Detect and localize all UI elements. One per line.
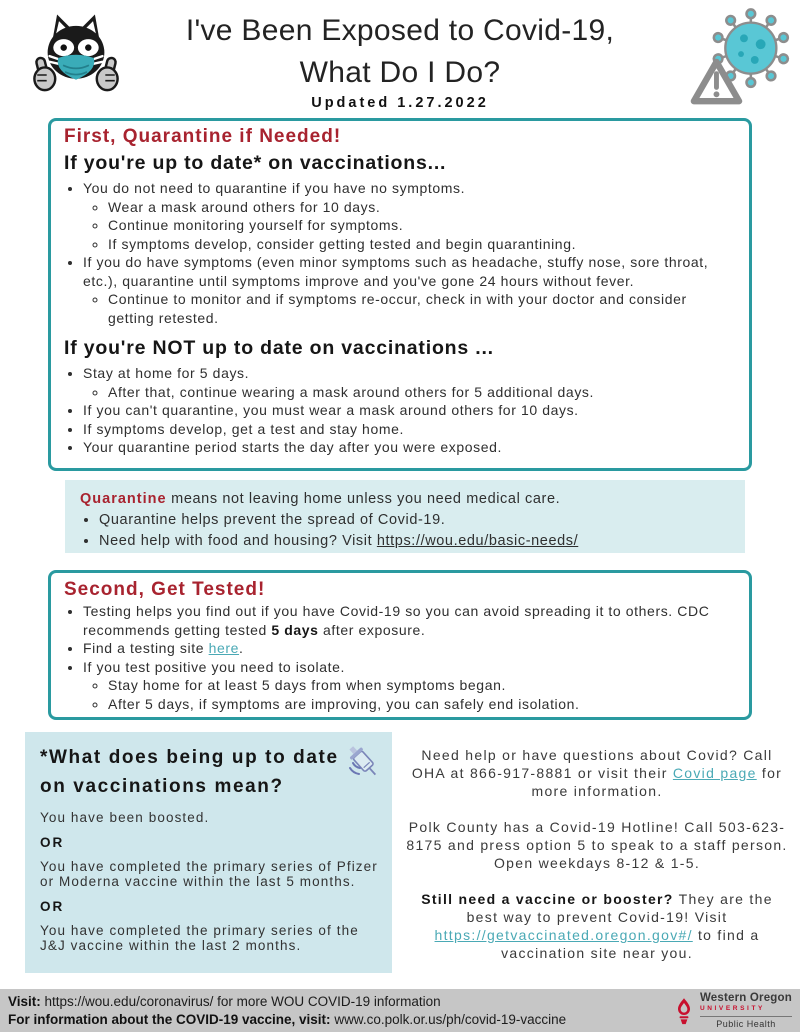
wou-public-health: Public Health (700, 1016, 792, 1029)
meaning-pfizer-moderna: You have completed the primary series of Pfizer or Moderna vaccine within the last 5 months. (40, 859, 378, 889)
up-to-date-meaning-box (25, 732, 392, 973)
list-item-text: If you test positive you need to isolate. (83, 658, 345, 675)
vaccine-booster-bold: Still need a vaccine or booster? (421, 891, 674, 907)
or-divider: OR (40, 899, 65, 914)
oha-help-paragraph: Need help or have questions about Covid? Call OHA at 866-917-8881 or visit their Covid page for more information. (411, 747, 783, 799)
list-item (83, 253, 733, 327)
meaning-boosted: You have been boosted. (40, 810, 210, 825)
get-tested-list (64, 602, 733, 713)
quarantine-term: Quarantine (80, 491, 167, 507)
list-subitem: ◦ Wear a mask around others for 10 days. (108, 198, 733, 217)
page-title-line1: I've Been Exposed to Covid-19, (185, 14, 615, 47)
wou-university: UNIVERSITY (699, 1005, 765, 1012)
quarantine-note-list (80, 510, 729, 552)
list-item: • Your quarantine period starts the day after you were exposed. (83, 438, 733, 457)
quarantine-definition: Quarantine means not leaving home unless you need medical care. (80, 491, 561, 507)
wou-name: Western Oregon (699, 991, 792, 1004)
meaning-jj: You have completed the primary series of the J&J vaccine within the last 2 months. (40, 923, 359, 953)
list-item-text: Stay at home for 5 days. (83, 365, 250, 381)
heading-first-quarantine: First, Quarantine if Needed! (64, 126, 342, 147)
quarantine-definition-note (65, 480, 745, 553)
wou-logo-text (700, 993, 792, 1029)
quarantine-section (48, 118, 752, 471)
list-item-text: You do not need to quarantine if you have no symptoms. (83, 180, 466, 196)
getvaccinated-link[interactable]: https://getvaccinated.oregon.gov#/ (434, 927, 693, 943)
meaning-box-title: *What does being up to date on vaccinations mean? (40, 747, 339, 797)
page-title-line2: What Do I Do? (299, 56, 501, 89)
oha-covid-page-link[interactable]: Covid page (672, 765, 757, 781)
wou-logo (672, 992, 792, 1029)
get-tested-section (48, 570, 752, 720)
list-item: • Testing helps you find out if you have Covid-19 so you can avoid spreading it to others. CDC recommends getting tested 5 days after exposure. (83, 602, 733, 639)
not-up-to-date-list (64, 364, 733, 457)
subheading-not-up-to-date: If you're NOT up to date on vaccinations ... (64, 337, 494, 359)
five-days-bold: 5 days (271, 621, 319, 638)
virus-warning-icon (688, 4, 796, 108)
list-subitem: ◦ After 5 days, if symptoms are improving, you can safely end isolation. (108, 695, 733, 714)
list-item (83, 179, 733, 253)
list-item-text: If you do have symptoms (even minor symptoms such as headache, stuffy nose, sore throat, etc.), quarantine until symptoms improve and you've gone 24 hours without fever. (83, 254, 709, 289)
list-item: • If you can't quarantine, you must wear a mask around others for 10 days. (83, 401, 733, 420)
wolf-mascot-icon (24, 6, 128, 110)
help-contact-column (403, 746, 791, 980)
heading-second-tested: Second, Get Tested! (64, 579, 266, 600)
footer (0, 989, 800, 1032)
footer-line1: Visit: https://wou.edu/coronavirus/ for more WOU COVID-19 information (8, 994, 441, 1009)
list-item (83, 364, 733, 401)
subheading-up-to-date: If you're up to date* on vaccinations... (64, 152, 447, 174)
list-subitem: ◦ Continue to monitor and if symptoms re-occur, check in with your doctor and consider getting retested. (108, 290, 733, 327)
list-item: • Need help with food and housing? Visit https://wou.edu/basic-needs/ (99, 531, 729, 552)
updated-date: Updated 1.27.2022 (311, 95, 489, 111)
list-subitem: ◦ Continue monitoring yourself for symptoms. (108, 216, 733, 235)
footer-line2: For information about the COVID-19 vaccine, visit: www.co.polk.or.us/ph/covid-19-vaccine (8, 1011, 567, 1027)
list-item (83, 658, 733, 714)
list-subitem: ◦ If symptoms develop, consider getting tested and begin quarantining. (108, 235, 733, 254)
list-item: • Quarantine helps prevent the spread of Covid-19. (99, 510, 729, 531)
torch-icon (672, 996, 696, 1026)
footer-links (8, 993, 566, 1028)
up-to-date-list (64, 179, 733, 327)
list-item: • Find a testing site here. (83, 639, 733, 658)
testing-site-link[interactable]: here (208, 640, 240, 656)
list-subitem: ◦ After that, continue wearing a mask around others for 5 additional days. (108, 383, 733, 402)
or-divider: OR (40, 835, 65, 850)
vaccine-booster-paragraph: Still need a vaccine or booster? They are the best way to prevent Covid-19! Visit https://getvaccinated.oregon.gov#/ to find a vaccination site near you. (421, 891, 773, 961)
list-subitem: ◦ Stay home for at least 5 days from when symptoms began. (108, 676, 733, 695)
basic-needs-link[interactable]: https://wou.edu/basic-needs/ (376, 533, 579, 549)
polk-hotline-paragraph: Polk County has a Covid-19 Hotline! Call 503-623-8175 and press option 5 to speak to a staff person. Open weekdays 8-12 & 1-5. (406, 819, 788, 871)
list-item: • If symptoms develop, get a test and stay home. (83, 420, 733, 439)
syringe-icon (344, 742, 384, 782)
